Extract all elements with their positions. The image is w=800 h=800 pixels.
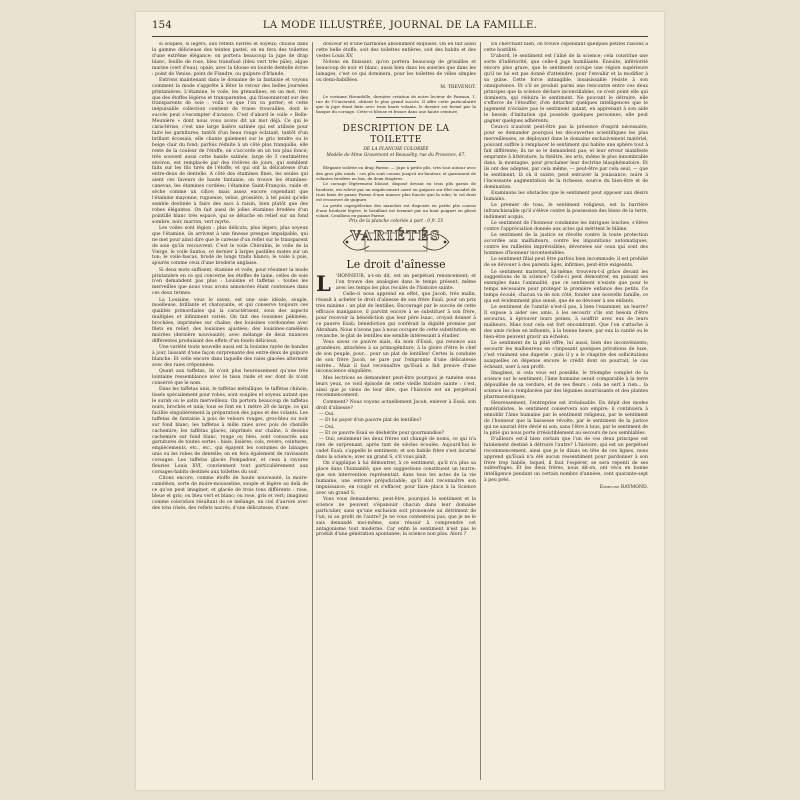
varietes-banner xyxy=(341,230,451,254)
paragraph: Élégante toilette en drap Parme. — Jupe à petits plis, très tout autour avec des gros plis ronds : ces plis sont cousus jusqu'à mi-hauteur, et garnissent de volantes brodées au bas, de deux étagères. xyxy=(316,165,476,181)
paragraph: Mes lectrices se demandent peut-être pourquoi je ramène sous leurs yeux, ce vieil épisode de cette vieille histoire sainte : c'est, ainsi que je viens de leur dire, que l'histoire est un perpétuel recommencement. xyxy=(316,375,476,399)
paragraph: Celle-ci nous apprend en effet, que Jacob, très malin, réussit à acheter le droit d'aînesse de son frère Esaü, pour un prix très minime : un plat de lentilles. Encouragé par le succès de cette efficace manigance, il parvint encore à se substituer à son frère, pour recevoir la bénédiction que leur père Isaac, croyait donner à ce pauvre Esaü; bénédiction qui conférait la dignité promise par Abraham. Nous n'avons pas à nous occuper de cette substitution; en revanche, le plat de lentilles me semble intéressant à étudier. xyxy=(316,292,476,339)
dialogue-line: — Oui. xyxy=(319,411,335,417)
plate-price: Prix de la planche coloriée à part : 0 fr. 25 xyxy=(348,218,444,224)
paragraph: Si deux mots suffisent, étamine et voile, pour résumer la mode printanière en ce qui concerne les étoffes de laine, celles de soie n'en demandent pas plus : Louisine et taffetas : toutes les merveilles que nous vous avons annoncées étant contenues dans ces deux termes. xyxy=(152,267,308,297)
column-divider xyxy=(312,42,313,780)
header-rule xyxy=(152,36,648,37)
paragraph: D'abord, le sentiment est l'aîné de la science; cela constitue une sorte d'infériorité, que celle-d juge humiliante. Ensuite, infériorité encore plus grave, que le sentiment occupe une région supérieure qu'il ne lui est pas donné d'atteindre, pour l'envahir et la modifier à sa guise. Cette force intangible, insaisissable résiste à son omnipotence. Et s'il se produit parmi une rencontre entre ces deux principes que la science déclare inconciliables, ce n'est point elle qui dominera, qui réduira le sentiment. Ne pouvant le détruire, elle s'efforce de l'étouffer, d'en détacher quelques intelligences que le jugement n'éclaire pas le sentiment aidant, en apprenant à son aide le besoin d'imitation qui possède quelques personnes, elle peut gagner quelques adhérents. xyxy=(484,54,648,125)
paragraph: La petite cape/pèlerine des manches est disposée en petits plis cousus d'une broderie légère, le bouillant est terminé par un haut poignet en plissé volant. Cenillons en panne Parme. xyxy=(316,202,476,219)
paragraph: Ceux-ci n'auront peut-être pas la présence d'esprit nécessaire, pour se demander pourquoi les découvertes scientifiques les plus merveilleuses, se déployant dans le domaine exclusivement matériel, pouvant suffire à remplacer le sentiment qui habite une sphère tout à fait différente; ils ne se le demandent pas; et leur erreur manifeste emprunte à littérature, la théâtre, les arts, même le plus innombrable dans, la montagne, pour proclamer leur doctrine blasphématoire. Et ils ont des adeptes, par cela même, — peut-être par cela seul, — que le sentiment, là où il existe, peut entraver la jouissance, nuire à l'incessante augmentation de la richesse, source du bien-être et de domination. xyxy=(484,125,648,190)
column-middle xyxy=(316,42,476,782)
section-rule xyxy=(376,117,416,118)
paragraph: Le sentiment filial peut être parfois bien incommode; il est prohibé de se dévouer à des parents âgés, infirmes, peut-être exigeants. xyxy=(484,257,648,269)
description-model: Modèle de Mme Gravemont et Beauséhy, rue du Provence, 67. xyxy=(326,152,466,158)
author-signature: M. TREVENOT. xyxy=(440,84,476,90)
description-title: DESCRIPTION DE LA TOILETTE xyxy=(342,124,450,146)
paragraph: La Louisine, vous le savez, est une soie idéale, souple, moelleuse, brillante et chatoyante, et qui conserve toujours ces qualités primordiales qui la caractérisent, sous des aspects multiples et infiniment variés. On fait des louisines pékinées, brochées, imprimées sur chaîne; des louisines cordonnées avec filets en relief; des louisines ajustées; des louisines-caméléon moirées (dernière nouveauté), avec mélange de deux nuances différentes produisant des effets d'un fondu délicieux. xyxy=(152,297,308,344)
paragraph: Citons encore, comme étoffe de haute nouveauté, la moire-caméléon, sorte de moire-mousseline, souple et légère au delà de ce qu'on peut imaginer, et glacée de trois tons différents : rose, bleue et gris; ou bleu vert et blanc; ou rose, gris et vert; imaginez comme coloration résultant de ce mélange, un ciel d'aurore avec des tons irisés, des reflets nacrés, d'une délicatesse, d'une xyxy=(152,476,308,511)
page-number: 154 xyxy=(152,20,172,31)
paragraph: Le sentiment maternel, lui-même, trouvera-t-il grâce devant les suggestions de la science? Celle-ci peut démontrer, en puisant ses exemples dans l'animalité, que ce sentiment n'existe que pour le temps nécessaire pour protéger la première enfance des petits. Ce temps écoulé, chacun va de son côté, fonder une nouvelle famille, ce qui est évidemment plus sensé, que de se dévouer à ses enfants. xyxy=(484,269,648,305)
costume-note: Le costume Hirondelle, dernière création de notre lecteur de Parmon, 1, rue de l'Université, obtient le plus grand succès. Il offre cette particularité que la jupe étant faite avec trois hauts volants, le dernier est formé par la basque du corsage. Cette-ci blouse et fronce dans une haute ceinture. xyxy=(316,93,476,115)
paragraph: Le sentiment de l'amitié n'est-il pas, à bien l'examiner, un leurre? Il expose à aider ses amis, à les secourir s'ils ont besoin d'être secourus, à éprouver leurs peines, à souffrir avec eux de leurs malheurs. Mais tout cela est fort encombrant. Que l'on s'attache à des amis riches en influents, à la bonne heure, par eux la vanité ou le bien-être peuvent gravir un échelon. xyxy=(484,305,648,340)
paragraph: Quant aux taffetas, ils n'ont plus heureusement qu'une très lointaine ressemblance avec le tissu raide et sec dont ils n'ont conservé que le nom. xyxy=(152,369,308,386)
section-rule xyxy=(376,161,416,162)
paragraph: Le sentiment de la justice se révolte contre la toute protection accordée aux malfaiteurs, contre les impunitions automatiques, contre les railleries imprévisibles, déversées sur ceux qui sont des hommes d'honneur incontestables. xyxy=(484,233,648,257)
banner-label: VARIÉTÉS xyxy=(350,229,442,245)
running-title: LA MODE ILLUSTRÉE, JOURNAL DE LA FAMILLE. xyxy=(262,20,538,31)
lead-paragraph: 'HONNEUR, a-t-on dit, est un perpétuel renoncement; et l'on trouve des analogies dans le temps présent, même avec les temps les plus reculés de l'histoire sainte. xyxy=(336,274,476,291)
column-divider xyxy=(480,42,481,780)
paragraph: En cherchant bien, on trouve cependant quelques petites raisons à cette hostilité. xyxy=(484,42,648,53)
paragraph: Vous savez ce pauvre nials, du nom d'Esaü, qui renonce aux grandeurs, attachées à sa primogéniture, à la gloire d'être le chef de son peuple, pour... pour un plat de lentilles! Certes la conduite de son frère Jacob, se pare par l'emprunte d'une délicatesse outrée... Mais il faut reconnaître qu'Esaü a fait preuve d'une inconscience singulière. xyxy=(316,339,476,375)
paragraph: D'ailleurs est-il bien certain que l'un de ces deux principes est fatalement destiné à détruire l'autre? L'histoire, qui est un perpétuel recommencement, ainsi que je le disais en tête de ces lignes, nous apprend qu'Esaü n'a été aucun ressentiment pour pardonner à son frère trop habile, lequel, il faut l'espérer, se sera repenti de ses subterfuges. Et les deux frères, nous dit-on, ont vécu en bonne intelligence pendant un certain nombre d'années, cent quarante-sept à peu près. xyxy=(484,436,648,484)
paragraph: Le corsage légèrement blousé, disposé devant en trois plis garnis de broderie, est relevé par un empiècement carré en guipure sur filet encadré de trois biais de panne Parme d'une nuance plus foncée que la robe; le col droit est recouvert de guipure. xyxy=(316,181,476,203)
column-left xyxy=(152,42,308,782)
paragraph: Comment? Nous voyons actuellement Jacob, enlever à Esaü, son droit d'aînesse? xyxy=(316,399,476,411)
dialogue-line: — Oui. xyxy=(319,424,335,430)
paragraph: Vous vous demanderez, peut-être, pourquoi le sentiment et la science ne peuvent s'épanouir chacun dans leur domaine particulier, sans qu'une exclusion soit prononcée au détriment de l'un, ni au profit de l'autre? Je ne vous contesterai pas, que je ne le sais demandé moi-même, sans réussir à comprendre cet antagonisme tout moderne. Car enfin le sentiment n'est pas le produit d'une génération spontanée; la science non plus. Alors ? xyxy=(316,496,476,538)
column-right xyxy=(484,42,648,782)
paragraph: Une variété toute nouvelle aussi est la louisine rayée de bandes à jour, laissant d'une façon surprenante des entre-deux de guipure blanche. Et celle encore dans laquelle des raies glacées alternent avec des raies créponnées. xyxy=(152,345,308,368)
dialogue xyxy=(316,412,476,461)
article-title: Le droit d'aînesse xyxy=(346,258,446,272)
paragraph: Notons en finissant, qu'on portera beaucoup de grisailles et beaucoup de noir et blanc; aussi bien dans les soieries que dans les lainages, c'est ce qui dominera, pour les toilettes de villes simples ou demi-habillées. xyxy=(316,60,476,83)
paragraph: Les voiles sont légion : plus délicats, plus légers, plus soyeux que l'étamine, ils arrivent à une finesse presque impalpable, qui ne met pour ainsi dire que le caresse d'un reflet sur le transparent de soie qu'ils recouvrent. C'est le voile Chérubin, le voile de la Vierge, le voile Santos, ce dernier à larges pastilles mates sur un ton; le voile-fascas, brodé de longs traits blancs; le voile à pois, ajourés comme ceux d'une broderie anglaise. xyxy=(152,225,308,267)
paragraph: On s'applique à lui démontrer, à ce sentiment, qu'il n'a plus sa place dans l'humanité; que ses suggestions constituent un leurre; que son intervention représentait, dans tous les actes de la vie humaine, une entrave préjudiciable; qu'il doit reconnaître son impuissance, en rougir et s'effacer, pour faire place à la Science avec un grand S. xyxy=(316,461,476,496)
paragraph: Entrons maintenant dans le domaine de la fantaisie et voyons comment la mode s'apprête à fêter le retour des belles journées printanières. L'étamine, le voile, les grenadines, en un mot, rien que des étoffes légères et transparentes, qui frissonneront sur des transparents de soie : voilà ce que l'on va porter; et cette inépuisable collection contient de vraies trouvailles, dont le succès peut s'escompter d'avance. C'est d'abord le voile « Belle-Meunière » dont nous vous avons dit un mot déjà. Ce qui le caractérise, c'est une large lisière satinée qui est utilisée pour faire les garnitures; tantôt d'un beau rouge éclatant, tantôt d'un brillant écossais, elle chante gaiement sur le gris tendre ou le beige clair du fond; parfois réduite à un côté plus tranquille, elle reste de la couleur de l'étoffe, on s'accorde en un ton plus foncé; très souvent aussi cette bande satinée, large de 3 centimètres environ, est remplacée par des rivières de jours, qui semblent faits sur les fils tirés de l'étoffe, et qui ont la délicatesse d'un entre-deux de dentelle. A côté des étamines fines, les seules qui aient ces faveurs de haute fantaisie, on trouve les étamines-canevas, les étamines cordées; l'étamine Saint-François, raide et sèche comme un cilice; mais assez encore cependant que l'étamine mayonne, rugueuse, velue, grossière, à tel point qu'elle semble destinée à faire des sacs à raisin, bien plutôt que des robes élégantes. On fait aussi de jolies étamines brodées d'un pointillé blanc très espacé, qui se détache en relief sur un fond sombre, noir, marron, vert myrte. xyxy=(152,77,308,225)
description-subtitle: DE LA PLANCHE COLORIÉE xyxy=(363,147,429,153)
paragraph: Heureusement, l'entreprise est irréalisable. En dépit des modes matérialistes, le sentiment conservera son empire; il continuera à ennoblir l'âme humaine par le sentiment religieux, par le sentiment de l'honneur que la bassesse révolte, par le sentiment de la justice qui ne saurait être dévié ni son, sans l'être à tous, par le sentiment de la pitié qui nous porte irrésistiblement au secours de nos semblables. xyxy=(484,401,648,436)
paragraph: douceur et d'une harmonie absolument exquises. On en fait aussi cette belle étoffe, soit des toilettes entières, soit des habits et des vestes Louis XV. xyxy=(316,42,476,59)
dialogue-line: — Et ce pauvre Esaü se déshérite pour gourmandise? xyxy=(319,430,445,436)
author-signature: Emmeline RAYMOND. xyxy=(599,485,648,491)
paragraph: Le sentiment de l'honneur condamne les intrigues louches, s'élève contre l'appréciation donnée aux actes qui méritent le blâme. xyxy=(484,221,648,233)
paragraph: Le sentiment de la pitié offre, lui aussi, bien des inconvénients; secourir les malheureux en s'imposant quelques privations de luxe, c'est vraiment une duperie : puis il y a le chapitre des sollicitations auxquelles on dépense encore le crédit dont on pourrait, le cas échéant, user à son profit. xyxy=(484,341,648,370)
paragraph: Imaginez, si cela vous est possible, le triomphe complet de la science sur le sentiment; l'âme humaine serait comparable à la terre dépouillée de sa verdure, et de ses fleurs : cela ne sert à rien... la science les a remplacées par des légumes nourrissants et des plantes pharmaceutiques. xyxy=(484,371,648,400)
paragraph: si souples, si légers, aux reflets lustrés et soyeux; choisis dans la gamme délicieuse des teintes pastel, on en fera des toilettes d'une extrême élégance; on portera beaucoup la jupe de drap blanc, feuille de rose, bleu transfusé (bleu vert très pâle), algue marine (vert d'eau), opale, avec la blouse en lourde dentelle écrue : point de Venise, point de Flandre, ou guipure d'Irlande. xyxy=(152,42,308,77)
paragraph: Dans les taffetas unis, le taffetas métallique, le taffetas chinois, tissés spécialement pour robes, sont souples et soyeux autant que le surah ou le satin merveilleux. On portera beaucoup de taffetas noirs, brochés et unis; tous se font en 1 mètre 20 de large, ce qui facilite singulièrement la préparation des jupes et des volants. Les taffetas de fantaisie à pois de velours rouges, gros-bleu ou noir sur fond blanc; les taffetas à mille raies avec pois de chenille cachemire; les taffetas glacés, imprimés sur chaîne, à dessins cachemire sur fond blanc, rouge ou bleu, sont consacrés aux garnitures de toutes sortes : biais, lisières, cols, revers, ceintures, empiècements, etc., etc., qui égayent les costumes de lainages unis ou les robes de dentelle; on en fera également de ravissants corsages. Les taffetas glacés Pompadour, et ceux à rayures fleuries Louis XVI, conviennent tout particulièrement aux corsages-habits destinés aux toilettes du soir. xyxy=(152,387,308,475)
dialogue-line: — Et lui payer d'un pauvre plat de lentilles? xyxy=(319,418,422,424)
paragraph: Le premier de tous, le sentiment religieux, est la barrière infranchissable qu'il s'élève contre la possession des biens de la terre, indûment acquis. xyxy=(484,203,648,220)
drop-cap: L xyxy=(316,271,331,297)
page-header xyxy=(152,20,648,36)
paragraph: Examinons les obstacles que le sentiment peut opposer aux désirs humains. xyxy=(484,190,648,202)
dialogue-line: — Oui; seulement les deux frères ont changé de noms, ce qui n'a rien de surprenant, après tant de siècles écoulés. Aujourd'hui le cadet Esaü, s'appelle le sentiment; et son habile frère s'est incarné dans la science; avec un grand S, s'il vous plaît. xyxy=(316,437,476,460)
magazine-page xyxy=(136,12,664,790)
article-lead xyxy=(316,271,476,297)
